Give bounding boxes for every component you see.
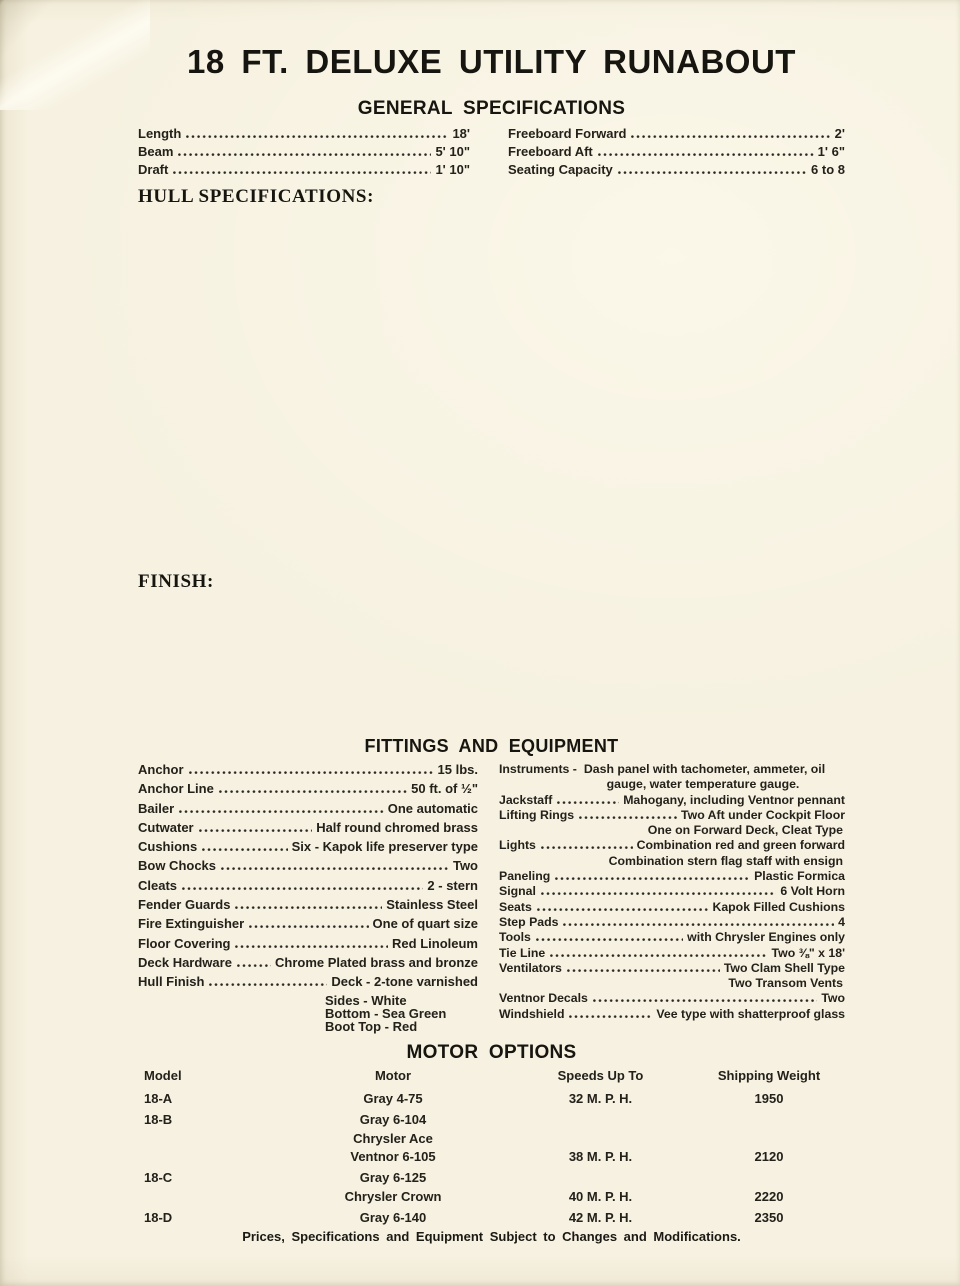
extra-line: Gray 6-140 <box>359 1210 427 1226</box>
spec-label: Cushions <box>138 839 198 855</box>
dot-leader <box>189 771 434 774</box>
spec-row <box>499 885 845 898</box>
spec-extra-lines <box>138 994 478 1034</box>
spec-label: Draft <box>138 162 169 178</box>
spec-row-main <box>508 163 845 176</box>
dot-leader <box>202 848 287 851</box>
spec-row-main <box>508 145 845 158</box>
spec-row <box>499 1008 845 1021</box>
column-header-motor: Motor <box>374 1068 412 1083</box>
spec-row <box>138 145 470 158</box>
spec-row <box>499 870 845 883</box>
spec-value: 1' 10" <box>435 162 470 178</box>
spec-row-main <box>138 937 478 950</box>
motor-names <box>278 1169 508 1206</box>
spec-row-main <box>499 962 845 975</box>
motor-shipping-weight: 2350 <box>754 1210 784 1226</box>
dot-leader <box>186 135 448 138</box>
spec-row <box>499 763 845 792</box>
spec-label: Deck Hardware <box>138 954 232 970</box>
extra-line: Bottom - Sea Green <box>325 1005 447 1021</box>
motor-names <box>278 1090 508 1109</box>
spec-label: Anchor Line <box>138 781 214 797</box>
spec-row <box>138 879 478 892</box>
spec-value: Deck - 2-tone varnished <box>331 974 478 990</box>
paper-crease-decoration <box>0 0 150 110</box>
spec-row-main <box>138 763 478 776</box>
spec-row <box>138 163 470 176</box>
spec-row-main <box>138 917 478 930</box>
spec-row <box>138 821 478 834</box>
spec-label: Length <box>138 126 182 141</box>
spec-row-main <box>138 802 478 815</box>
spec-value: Half round chromed brass <box>316 819 478 835</box>
spec-row <box>499 947 845 960</box>
dot-leader <box>182 887 423 890</box>
spec-row <box>138 975 478 1033</box>
spec-value: 15 lbs. <box>437 762 478 777</box>
dot-leader <box>541 846 633 849</box>
spec-value: Two Aft under Cockpit Floor <box>681 807 845 822</box>
spec-label: Signal <box>499 884 536 899</box>
dot-leader <box>219 790 407 793</box>
spec-row-main <box>499 885 845 898</box>
spec-row-main <box>499 947 845 960</box>
spec-row <box>138 859 478 872</box>
motor-model: 18-C <box>144 1170 173 1186</box>
spec-value: Two ⅜" x 18' <box>771 945 845 960</box>
spec-label: Bailer <box>138 800 175 816</box>
spec-row <box>499 916 845 929</box>
spec-label: Step Pads <box>499 914 559 929</box>
dot-leader <box>199 829 313 832</box>
spec-row <box>138 763 478 776</box>
dot-leader <box>569 1015 652 1018</box>
dot-leader <box>550 954 767 957</box>
dot-leader <box>235 906 382 909</box>
extra-line: Sides - White <box>325 992 407 1008</box>
spec-value: Dash panel with tachometer, ammeter, oil <box>583 762 826 776</box>
spec-value: with Chrysler Engines only <box>687 930 845 945</box>
extra-line: Gray 6-104 <box>359 1112 427 1128</box>
spec-label: Jackstaff <box>499 792 553 807</box>
spec-extra-lines <box>499 824 845 837</box>
spec-label: Tools <box>499 930 531 945</box>
spec-label: Instruments - <box>499 762 577 776</box>
page-title: 18 FT. DELUXE UTILITY RUNABOUT <box>187 43 796 80</box>
motor-options-header-row <box>138 1068 845 1084</box>
spec-row-main <box>499 870 845 883</box>
spec-row-main <box>138 859 478 872</box>
general-specs-list <box>138 127 845 182</box>
spec-row <box>499 992 845 1005</box>
motor-option-row <box>138 1169 845 1206</box>
dot-leader <box>179 810 384 813</box>
dot-leader <box>618 171 807 174</box>
extra-line: Gray 4-75 <box>363 1091 423 1106</box>
dot-leader <box>593 999 817 1002</box>
dot-leader <box>249 925 368 928</box>
spec-row-main <box>499 901 845 914</box>
spec-value: Mahogany, including Ventnor pennant <box>623 792 845 807</box>
column-header-model: Model <box>144 1068 182 1083</box>
spec-value: Vee type with shatterproof glass <box>656 1006 845 1021</box>
extra-line: Combination stern flag staff with ensign <box>608 853 843 868</box>
motor-shipping-weight: 2120 <box>754 1149 784 1165</box>
dot-leader <box>555 877 750 880</box>
general-specs-heading: GENERAL SPECIFICATIONS <box>357 98 626 119</box>
spec-value: 50 ft. of ½" <box>411 781 478 797</box>
spec-row-main <box>499 763 845 776</box>
spec-extra-lines <box>499 855 845 868</box>
hull-specs-heading: HULL SPECIFICATIONS: <box>138 186 375 207</box>
spec-label: Seating Capacity <box>508 162 613 178</box>
fittings-right-column <box>499 763 845 1038</box>
motor-options-table <box>138 1068 845 1230</box>
spec-row <box>508 127 845 140</box>
spec-row <box>499 962 845 991</box>
spec-label: Beam <box>138 144 174 160</box>
extra-line: Boot Top - Red <box>325 1018 418 1034</box>
spec-row <box>138 840 478 853</box>
spec-label: Lights <box>499 838 536 853</box>
motor-shipping-weight: 1950 <box>754 1091 784 1106</box>
fittings-heading: FITTINGS AND EQUIPMENT <box>364 736 619 756</box>
motor-model: 18-A <box>144 1091 173 1106</box>
spec-label: Windshield <box>499 1006 565 1021</box>
spec-value: 2' <box>834 126 845 141</box>
spec-extra-lines <box>499 778 845 791</box>
spec-row <box>138 802 478 815</box>
motor-speed: 38 M. P. H. <box>568 1149 633 1165</box>
spec-value: One of quart size <box>372 916 478 932</box>
spec-row-main <box>138 898 478 911</box>
spec-value: Red Linoleum <box>392 935 478 951</box>
extra-line: Two Transom Vents <box>728 976 843 991</box>
extra-line: Ventnor 6-105 <box>350 1149 436 1165</box>
column-header-shipping-weight: Shipping Weight <box>717 1068 821 1083</box>
spec-label: Fire Extinguisher <box>138 916 245 932</box>
motor-names <box>278 1111 508 1167</box>
motor-model: 18-B <box>144 1112 173 1128</box>
spec-row <box>508 145 845 158</box>
motor-option-row <box>138 1209 845 1228</box>
spec-label: Bow Chocks <box>138 858 217 874</box>
spec-row-main <box>138 163 470 176</box>
spec-value: 4 <box>838 914 845 929</box>
spec-label: Hull Finish <box>138 974 205 990</box>
spec-value: Two <box>821 991 845 1006</box>
spec-value: Six - Kapok life preserver type <box>291 839 478 855</box>
dot-leader <box>557 801 619 804</box>
fittings-left-column <box>138 763 478 1038</box>
spec-label: Freeboard Forward <box>508 126 627 141</box>
spec-row-main <box>508 127 845 140</box>
extra-line: Gray 6-125 <box>359 1170 427 1186</box>
motor-option-row <box>138 1111 845 1167</box>
dot-leader <box>579 816 677 819</box>
spec-row-main <box>138 821 478 834</box>
spec-row-main <box>138 956 478 969</box>
spec-row <box>138 937 478 950</box>
spec-label: Cutwater <box>138 819 194 835</box>
spec-value: Two <box>452 858 478 874</box>
extra-line: Chrysler Crown <box>344 1188 442 1204</box>
spec-row <box>499 839 845 868</box>
spec-value: 2 - stern <box>427 877 478 893</box>
spec-row-main <box>499 992 845 1005</box>
motor-speed: 42 M. P. H. <box>568 1210 633 1226</box>
motor-options-heading: MOTOR OPTIONS <box>406 1042 577 1063</box>
spec-label: Tie Line <box>499 945 546 960</box>
spec-value: 6 to 8 <box>811 162 845 178</box>
extra-line: gauge, water temperature gauge. <box>606 777 800 792</box>
dot-leader <box>173 171 431 174</box>
spec-row <box>499 931 845 944</box>
spec-row <box>138 127 470 140</box>
spec-extra-lines <box>499 977 845 990</box>
spec-row <box>138 782 478 795</box>
general-specs-left-column <box>138 127 470 182</box>
fittings-list <box>138 763 845 1038</box>
disclaimer-footer: Prices, Specifications and Equipment Subject to Changes and Modifications. <box>242 1229 741 1244</box>
spec-label: Seats <box>499 899 532 914</box>
spec-row <box>508 163 845 176</box>
general-specs-right-column <box>508 127 845 182</box>
motor-speed: 40 M. P. H. <box>568 1188 633 1204</box>
spec-label: Fender Guards <box>138 897 231 913</box>
hull-specs-paragraphs <box>138 203 845 206</box>
spec-row-main <box>499 931 845 944</box>
spec-row-main <box>499 809 845 822</box>
spec-label: Freeboard Aft <box>508 144 593 160</box>
dot-leader <box>235 945 388 948</box>
spec-row-main <box>499 794 845 807</box>
spec-row-main <box>499 839 845 852</box>
motor-options-rows <box>138 1090 845 1228</box>
dot-leader <box>563 923 834 926</box>
dot-leader <box>598 153 814 156</box>
spec-row-main <box>138 840 478 853</box>
spec-row-main <box>499 916 845 929</box>
spec-row-main <box>499 1008 845 1021</box>
dot-leader <box>178 153 431 156</box>
spec-row <box>138 898 478 911</box>
spec-row-main <box>138 145 470 158</box>
dot-leader <box>541 892 776 895</box>
dot-leader <box>221 867 449 870</box>
spec-value: Combination red and green forward <box>636 838 845 853</box>
spec-value: 1' 6" <box>817 144 845 160</box>
spec-row <box>138 917 478 930</box>
spec-label: Floor Covering <box>138 935 231 951</box>
dot-leader <box>209 983 327 986</box>
spec-value: One automatic <box>387 800 478 816</box>
spec-row-main <box>138 127 470 140</box>
spec-label: Lifting Rings <box>499 807 575 822</box>
finish-heading: FINISH: <box>138 571 214 592</box>
dot-leader <box>631 135 830 138</box>
spec-value: Stainless Steel <box>386 897 478 913</box>
spec-value: 18' <box>452 126 470 141</box>
spec-row <box>499 809 845 838</box>
extra-line: One on Forward Deck, Cleat Type <box>647 823 843 838</box>
spec-value: Chrome Plated brass and bronze <box>275 954 478 970</box>
extra-line: Chrysler Ace <box>353 1130 433 1146</box>
spec-value: 5' 10" <box>435 144 470 160</box>
spec-value: Kapok Filled Cushions <box>712 899 845 914</box>
motor-names <box>278 1209 508 1228</box>
spec-label: Paneling <box>499 869 551 884</box>
spec-value: Two Clam Shell Type <box>723 960 845 975</box>
spec-row-main <box>138 782 478 795</box>
motor-option-row <box>138 1090 845 1109</box>
motor-model: 18-D <box>144 1210 173 1226</box>
spec-row <box>499 794 845 807</box>
dot-leader <box>567 969 720 972</box>
spec-row <box>499 901 845 914</box>
dot-leader <box>537 908 709 911</box>
motor-shipping-weight: 2220 <box>754 1188 784 1204</box>
spec-label: Ventnor Decals <box>499 991 588 1006</box>
spec-label: Ventilators <box>499 960 562 975</box>
finish-paragraphs <box>138 590 845 594</box>
dot-leader <box>536 938 683 941</box>
spec-row-main <box>138 879 478 892</box>
spec-label: Cleats <box>138 877 178 893</box>
spec-value: Plastic Formica <box>754 869 845 884</box>
dot-leader <box>237 964 271 967</box>
column-header-speeds: Speeds Up To <box>557 1068 644 1083</box>
spec-row-main <box>138 975 478 988</box>
spec-value: 6 Volt Horn <box>780 884 845 899</box>
spec-row <box>138 956 478 969</box>
spec-label: Anchor <box>138 762 184 777</box>
motor-speed: 32 M. P. H. <box>568 1091 633 1106</box>
